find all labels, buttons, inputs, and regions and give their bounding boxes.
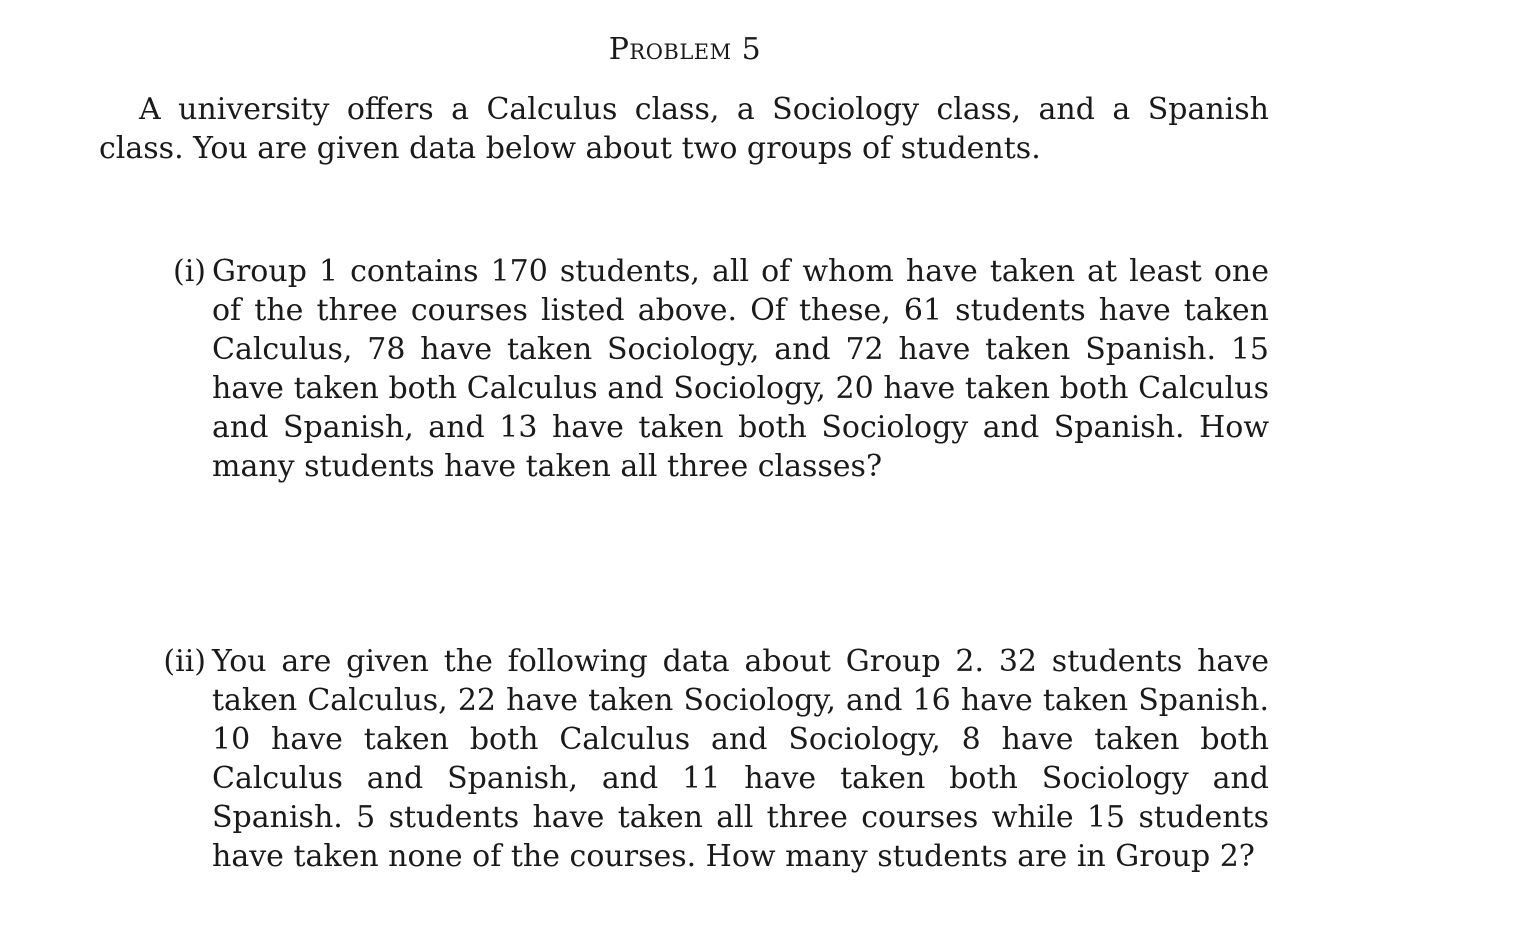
problem-intro: A university offers a Calculus class, a Sociology class, and a Spanish class. You are given data below about two groups of students.	[99, 92, 1269, 166]
part-text: You are given the following data about Group 2. 32 students have taken Calculus, 22 have taken Sociology, and 16 have taken Spanish. 10 have taken both Calculus and Sociology, 8 have taken both Calculus and Spanish, and 11 have taken both Sociology and Spanish. 5 students have taken all three courses while 15 students have taken none of the courses. How many students are in Group 2?	[212, 644, 1269, 874]
part-label: (i)	[172, 254, 206, 289]
part-label: (ii)	[163, 644, 206, 679]
problem-part-i	[150, 252, 1269, 486]
problem-part-ii	[150, 642, 1269, 876]
part-text: Group 1 contains 170 students, all of whom have taken at least one of the three courses listed above. Of these, 61 students have taken Calculus, 78 have taken Sociology, and 72 have taken Spanish. 15 have taken both Calculus and Sociology, 20 have taken both Calculus and Spanish, and 13 have taken both Sociology and Spanish. How many students have taken all three classes?	[212, 254, 1269, 484]
problem-title: Problem 5	[608, 32, 762, 67]
